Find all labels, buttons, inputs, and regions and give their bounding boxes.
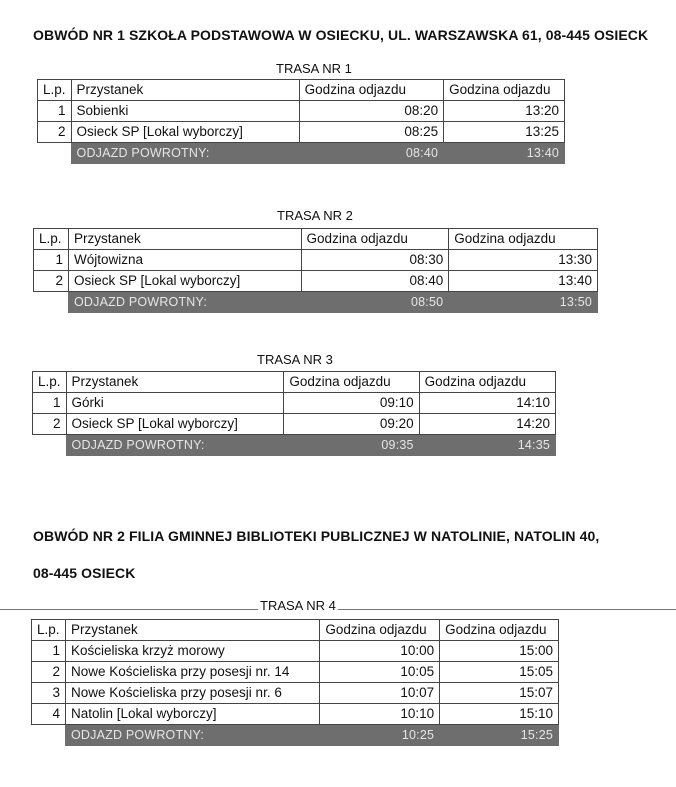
stop-cell: Górki [66, 393, 284, 414]
lp-cell: 2 [38, 122, 72, 143]
departure-2-header: Godzina odjazdu [419, 372, 555, 393]
lp-header: L.p. [38, 80, 72, 101]
lp-cell: 2 [32, 662, 66, 683]
departure-2-header: Godzina odjazdu [449, 229, 598, 250]
departure-1-header: Godzina odjazdu [284, 372, 419, 393]
lp-cell: 1 [32, 641, 66, 662]
departure-2-cell: 13:20 [444, 101, 565, 122]
table-header-row [34, 229, 598, 250]
return-time-2: 13:40 [444, 143, 565, 164]
stop-cell: Sobienki [71, 101, 299, 122]
departure-1-header: Godzina odjazdu [301, 229, 449, 250]
return-row [38, 143, 565, 164]
route-1-title: TRASA NR 1 [276, 61, 352, 76]
route-1-table [37, 79, 565, 164]
route-3-title: TRASA NR 3 [257, 352, 333, 367]
return-time-2: 14:35 [419, 435, 555, 456]
lp-header: L.p. [33, 372, 67, 393]
lp-cell: 1 [38, 101, 72, 122]
departure-1-cell: 10:10 [320, 704, 440, 725]
stop-cell: Kościeliska krzyż morowy [65, 641, 319, 662]
departure-1-cell: 08:30 [301, 250, 449, 271]
return-label: ODJAZD POWROTNY: [68, 292, 301, 313]
stop-cell: Nowe Kościeliska przy posesji nr. 6 [65, 683, 319, 704]
table-header-row [32, 620, 559, 641]
return-time-1: 10:25 [320, 725, 440, 746]
table-row [33, 393, 556, 414]
table-row [38, 101, 565, 122]
page-divider [0, 609, 676, 610]
lp-cell: 1 [33, 393, 67, 414]
lp-cell: 3 [32, 683, 66, 704]
table-row [32, 704, 559, 725]
departure-1-header: Godzina odjazdu [320, 620, 440, 641]
departure-1-cell: 08:25 [299, 122, 443, 143]
lp-cell: 4 [32, 704, 66, 725]
stop-header: Przystanek [68, 229, 301, 250]
table-row [34, 271, 598, 292]
departure-2-header: Godzina odjazdu [444, 80, 565, 101]
departure-2-cell: 14:20 [419, 414, 555, 435]
return-label: ODJAZD POWROTNY: [65, 725, 319, 746]
departure-1-cell: 09:20 [284, 414, 419, 435]
departure-1-cell: 10:07 [320, 683, 440, 704]
departure-1-cell: 08:40 [301, 271, 449, 292]
stop-cell: Natolin [Lokal wyborczy] [65, 704, 319, 725]
return-label: ODJAZD POWROTNY: [66, 435, 284, 456]
table-row [32, 641, 559, 662]
return-time-2: 15:25 [440, 725, 559, 746]
lp-header: L.p. [32, 620, 66, 641]
table-row [38, 122, 565, 143]
lp-cell: 2 [33, 414, 67, 435]
stop-cell: Nowe Kościeliska przy posesji nr. 14 [65, 662, 319, 683]
route-2-title: TRASA NR 2 [277, 208, 353, 223]
stop-cell: Osieck SP [Lokal wyborczy] [66, 414, 284, 435]
return-row [32, 725, 559, 746]
departure-2-cell: 13:25 [444, 122, 565, 143]
route-4-title: TRASA NR 4 [260, 598, 336, 613]
lp-header: L.p. [34, 229, 69, 250]
return-time-1: 08:40 [299, 143, 443, 164]
departure-2-cell: 14:10 [419, 393, 555, 414]
departure-1-cell: 09:10 [284, 393, 419, 414]
route-4-table [31, 619, 559, 746]
table-row [32, 683, 559, 704]
departure-2-cell: 15:07 [440, 683, 559, 704]
stop-cell: Osieck SP [Lokal wyborczy] [68, 271, 301, 292]
district-2-heading-line-2: 08-445 OSIECK [33, 565, 136, 581]
departure-2-cell: 13:30 [449, 250, 598, 271]
table-row [34, 250, 598, 271]
departure-1-cell: 10:00 [320, 641, 440, 662]
district-2-heading-line-1: OBWÓD NR 2 FILIA GMINNEJ BIBLIOTEKI PUBLICZNEJ W NATOLINIE, NATOLIN 40, [33, 528, 600, 544]
stop-header: Przystanek [66, 372, 284, 393]
departure-2-cell: 15:00 [440, 641, 559, 662]
departure-2-header: Godzina odjazdu [440, 620, 559, 641]
return-row [33, 435, 556, 456]
return-row [34, 292, 598, 313]
stop-cell: Osieck SP [Lokal wyborczy] [71, 122, 299, 143]
stop-cell: Wójtowizna [68, 250, 301, 271]
lp-cell: 1 [34, 250, 69, 271]
departure-2-cell: 13:40 [449, 271, 598, 292]
table-header-row [38, 80, 565, 101]
return-time-1: 09:35 [284, 435, 419, 456]
lp-cell: 2 [34, 271, 69, 292]
route-3-table [32, 371, 556, 456]
table-row [33, 414, 556, 435]
district-1-heading: OBWÓD NR 1 SZKOŁA PODSTAWOWA W OSIECKU, UL. WARSZAWSKA 61, 08-445 OSIECK [33, 27, 649, 43]
stop-header: Przystanek [71, 80, 299, 101]
departure-2-cell: 15:10 [440, 704, 559, 725]
route-2-table [33, 228, 598, 313]
table-header-row [33, 372, 556, 393]
return-time-2: 13:50 [449, 292, 598, 313]
stop-header: Przystanek [65, 620, 319, 641]
departure-1-cell: 10:05 [320, 662, 440, 683]
departure-1-cell: 08:20 [299, 101, 443, 122]
departure-2-cell: 15:05 [440, 662, 559, 683]
return-label: ODJAZD POWROTNY: [71, 143, 299, 164]
departure-1-header: Godzina odjazdu [299, 80, 443, 101]
table-row [32, 662, 559, 683]
return-time-1: 08:50 [301, 292, 449, 313]
